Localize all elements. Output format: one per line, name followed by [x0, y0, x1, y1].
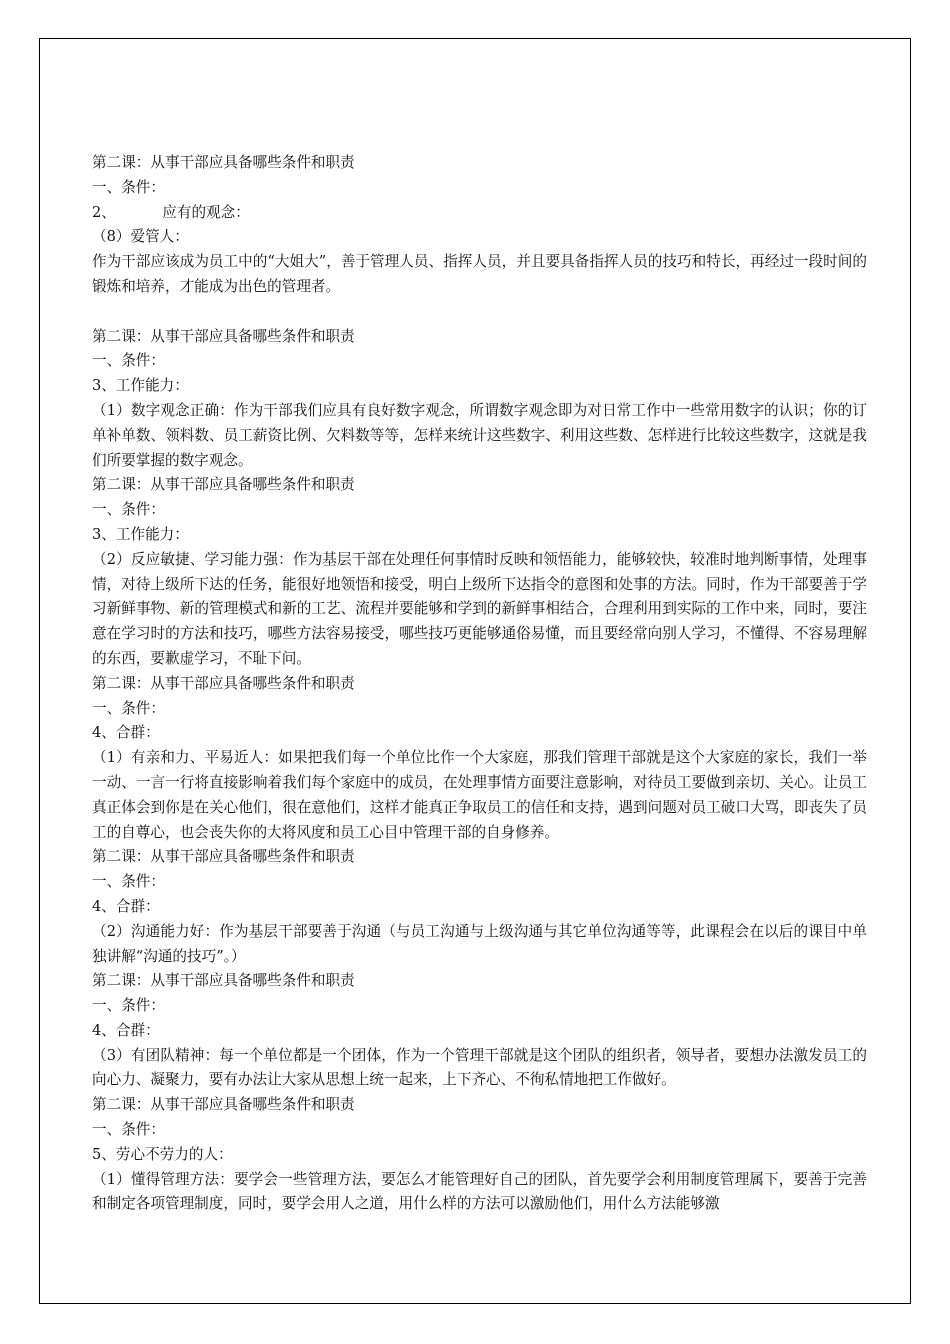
section-paragraph: （2）反应敏捷、学习能力强：作为基层干部在处理任何事情时反映和领悟能力，能够较快，较准时地判断事情，处理事情，对待上级所下达的任务，能很好地领悟和接受，明白上级所下达指令的意图和处事的方法。同时，作为干部要善于学习新鲜事物、新的管理模式和新的工艺、流程并要能够和学到的新鲜事相结合，合理利用到实际的工作中来，同时，要注意在学习时的方法和技巧，哪些方法容易接受，哪些技巧更能够通俗易懂，而且要经常向别人学习，不懂得、不容易理解的东西，要歉虚学习，不耻下问。: [92, 550, 867, 667]
section-subheading: 一、条件：: [92, 1121, 165, 1139]
section-heading: 第二课：从事干部应具备哪些条件和职责: [92, 154, 355, 171]
section-heading: 第二课：从事干部应具备哪些条件和职责: [92, 327, 355, 345]
section-subheading: 一、条件：: [92, 997, 165, 1015]
section-item: 4、合群：: [92, 1021, 160, 1039]
section-heading: 第二课：从事干部应具备哪些条件和职责: [92, 972, 355, 990]
section-item: （8）爱管人：: [92, 228, 189, 246]
section-item: 4、合群：: [92, 897, 160, 915]
document-body: [92, 151, 867, 1217]
section-item: 3、工作能力：: [92, 525, 189, 543]
blank-line: [92, 300, 867, 325]
section-heading: 第二课：从事干部应具备哪些条件和职责: [92, 1096, 355, 1114]
section-subheading: 一、条件：: [92, 352, 165, 370]
section-paragraph: （1）懂得管理方法：要学会一些管理方法，要怎么才能管理好自己的团队，首先要学会利用制度管理属下，要善于完善和制定各项管理制度，同时，要学会用人之道，用什么样的方法可以激励他们，用什么方法能够激: [92, 1170, 867, 1213]
section-item: 4、合群：: [92, 724, 160, 742]
section-heading: 第二课：从事干部应具备哪些条件和职责: [92, 848, 355, 866]
section-paragraph: （3）有团队精神：每一个单位都是一个团体，作为一个管理干部就是这个团队的组织者，领导者，要想办法激发员工的向心力、凝聚力，要有办法让大家从思想上统一起来，上下齐心、不徇私情地把工作做好。: [92, 1046, 867, 1089]
section-subheading: 一、条件：: [92, 873, 165, 891]
section-paragraph: （2）沟通能力好：作为基层干部要善于沟通（与员工沟通与上级沟通与其它单位沟通等等，此课程会在以后的课目中单独讲解“沟通的技巧”。）: [92, 922, 867, 965]
document-page: [39, 38, 911, 1304]
section-paragraph: （1）数字观念正确：作为干部我们应具有良好数字观念，所谓数字观念即为对日常工作中一些常用数字的认识；你的订单补单数、领料数、员工薪资比例、欠料数等等，怎样来统计这些数字、利用这些数、怎样进行比较这些数字，这就是我们所要掌握的数字观念。: [92, 401, 867, 469]
section-heading: 第二课：从事干部应具备哪些条件和职责: [92, 476, 355, 494]
section-item: 2、 应有的观念：: [92, 203, 250, 221]
section-item: 5、劳心不劳力的人：: [92, 1145, 233, 1163]
section-subheading: 一、条件：: [92, 501, 165, 519]
section-paragraph: （1）有亲和力、平易近人：如果把我们每一个单位比作一个大家庭，那我们管理干部就是这个大家庭的家长，我们一举一动、一言一行将直接影响着我们每个家庭中的成员，在处理事情方面要注意影响，对待员工要做到亲切、关心。让员工真正体会到你是在关心他们，很在意他们，这样才能真正争取员工的信任和支持，遇到问题对员工破口大骂，即丧失了员工的自尊心，也会丧失你的大将风度和员工心目中管理干部的自身修养。: [92, 749, 867, 841]
section-heading: 第二课：从事干部应具备哪些条件和职责: [92, 674, 355, 692]
section-item: 3、工作能力：: [92, 377, 189, 395]
section-paragraph: 作为干部应该成为员工中的“大姐大”，善于管理人员、指挥人员，并且要具备指挥人员的技巧和特长，再经过一段时间的锻炼和培养，才能成为出色的管理者。: [92, 253, 867, 295]
section-subheading: 一、条件：: [92, 178, 165, 196]
section-subheading: 一、条件：: [92, 699, 165, 717]
